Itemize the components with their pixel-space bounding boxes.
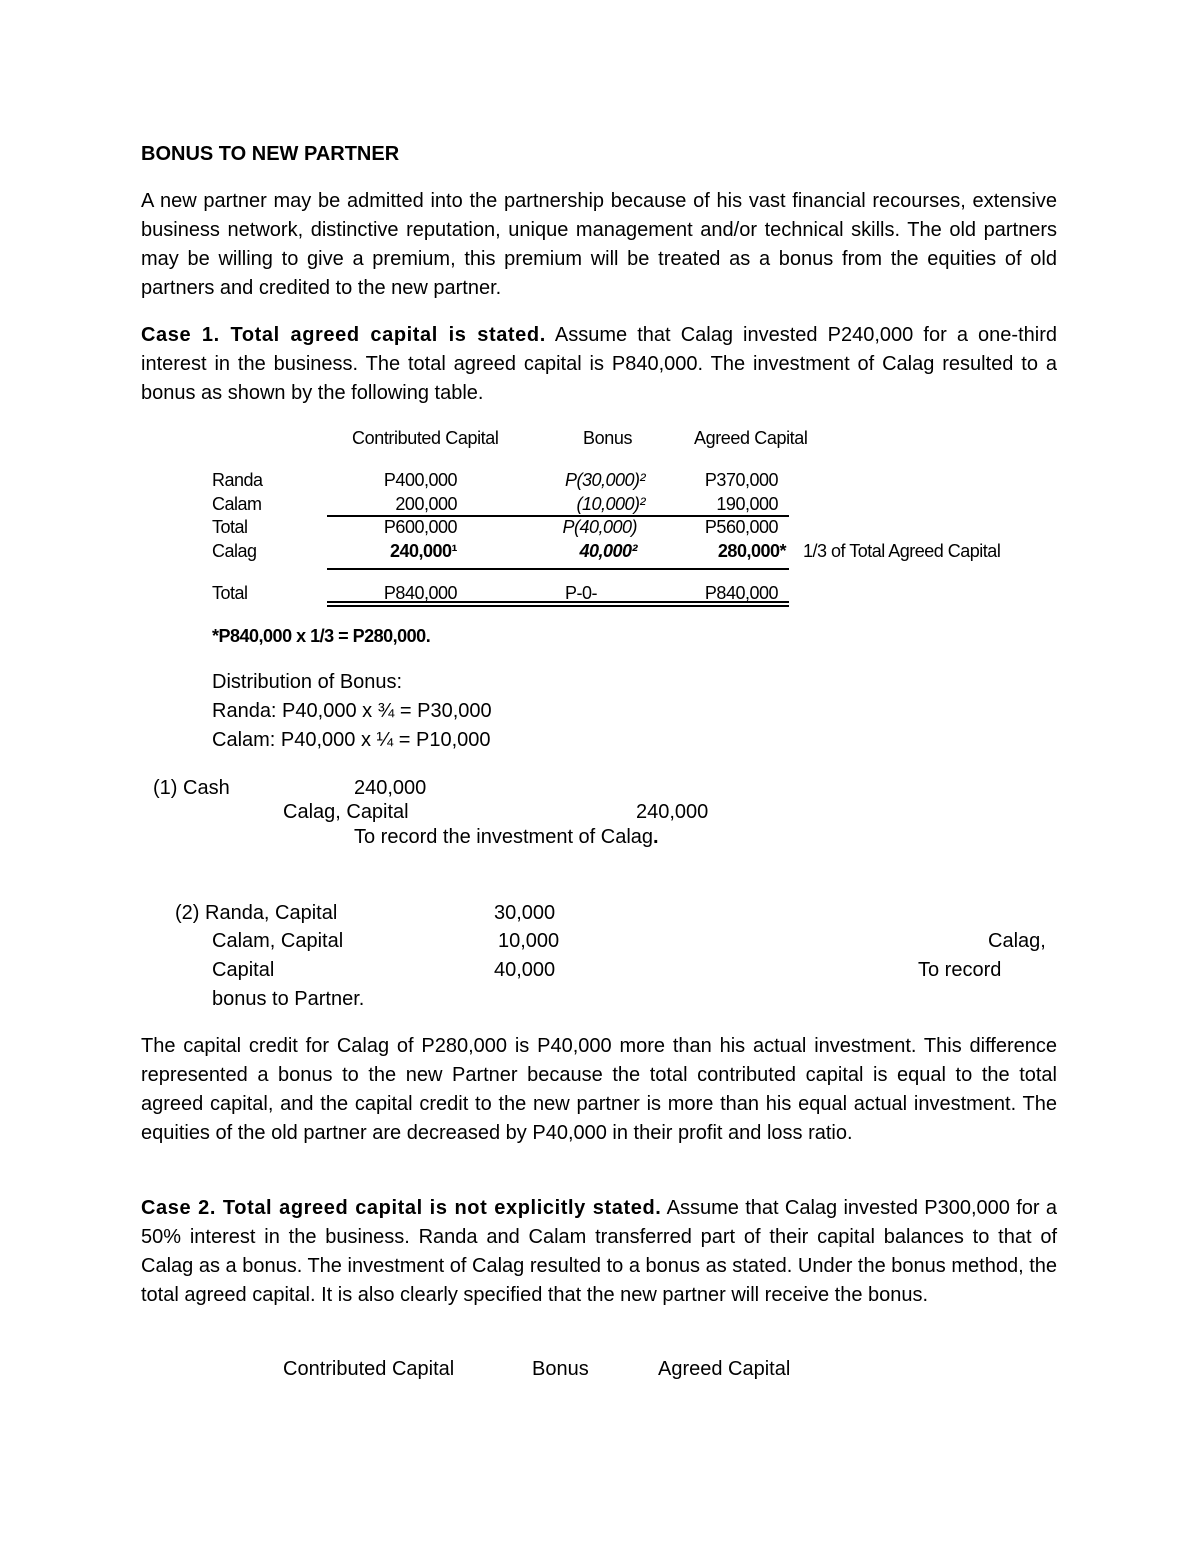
t1-cell-agreed: 190,000 <box>716 494 778 514</box>
explanation-paragraph: The capital credit for Calag of P280,000 is P40,000 more than his actual investment. This difference represented a bonus to the new Partner because the total contributed capital is equal to the total agreed capital, and the capital credit to the new partner is more than his equal actual investment. The equities of the old partner are decreased by P40,000 in their profit and loss ratio. <box>141 1035 1057 1144</box>
t2-header-bonus: Bonus <box>532 1358 589 1380</box>
t1-row-label: Randa <box>212 470 263 490</box>
entry2-randa-amount: 30,000 <box>494 902 556 924</box>
entry1-memo-period: . <box>653 826 659 848</box>
t1-double-rule <box>327 601 789 607</box>
distribution-randa: Randa: P40,000 x ¾ = P30,000 <box>212 700 492 722</box>
entry2-calam-amount: 10,000 <box>498 930 560 952</box>
entry1-memo <box>354 826 659 849</box>
t1-row-note: 1/3 of Total Agreed Capital <box>803 541 1001 561</box>
entry2-capital-word: Capital <box>212 959 275 981</box>
entry2-calag-word: Calag, <box>988 930 1046 952</box>
t1-cell-bonus: 40,000² <box>579 541 637 561</box>
t1-cell-agreed: P560,000 <box>704 517 778 537</box>
t1-cell-bonus: P(30,000)² <box>564 470 645 490</box>
t1-cell-contributed: 240,000¹ <box>389 541 457 561</box>
entry2-calam-account: Calam, Capital <box>212 930 344 952</box>
t1-header-contributed: Contributed Capital <box>352 428 499 448</box>
entry1-debit-amount: 240,000 <box>354 777 427 799</box>
case1-text: Assume that Calag invested P240,000 for a one-third interest in the business. The total agreed capital is P840,000. The investment of Calag resulted to a bonus as shown by the following table. <box>141 324 1057 404</box>
t1-row-label: Total <box>212 517 248 537</box>
entry1-debit-account: (1) Cash <box>153 777 230 799</box>
t1-cell-agreed: 280,000* <box>717 541 786 561</box>
entry2-to-record: To record <box>918 959 1002 981</box>
case2-text: Assume that Calag invested P300,000 for a 50% interest in the business. Randa and Calam transferred part of their capital balances to that of Calag as a bonus. The investment of Calag resulted to a bonus as stated. Under the bonus method, the total agreed capital. It is also clearly specified that the new partner will receive the bonus. <box>141 1197 1057 1306</box>
t1-header-agreed: Agreed Capital <box>694 428 808 448</box>
t1-row-label: Total <box>212 583 248 603</box>
t2-header-agreed: Agreed Capital <box>658 1358 791 1380</box>
entry1-memo-text: To record the investment of Calag <box>354 826 654 848</box>
entry1-credit-account: Calag, Capital <box>283 801 409 823</box>
t1-cell-contributed: 200,000 <box>395 494 457 514</box>
t1-row-label: Calag <box>212 541 257 561</box>
entry2-calag-amount: 40,000 <box>494 959 556 981</box>
entry2-bonus-line: bonus to Partner. <box>212 988 365 1010</box>
entry2-randa-account: (2) Randa, Capital <box>175 902 338 924</box>
distribution-heading: Distribution of Bonus: <box>212 671 403 693</box>
distribution-calam: Calam: P40,000 x ¼ = P10,000 <box>212 729 491 751</box>
intro-paragraph: A new partner may be admitted into the partnership because of his vast financial recourses, extensive business network, distinctive reputation, unique management and/or technical skills. The old partners may be willing to give a premium, this premium will be treated as a bonus from the equities of old partners and credited to the new partner. <box>141 190 1057 299</box>
t1-cell-agreed: P370,000 <box>704 470 778 490</box>
t1-cell-contributed: P400,000 <box>383 470 457 490</box>
case1-paragraph <box>141 321 1057 408</box>
case1-heading: Case 1. Total agreed capital is stated. <box>141 324 546 346</box>
t1-row-label: Calam <box>212 494 262 514</box>
t1-total-rule <box>327 568 789 570</box>
page-title: BONUS TO NEW PARTNER <box>141 143 400 165</box>
t2-header-contributed: Contributed Capital <box>283 1358 455 1380</box>
t1-cell-bonus: P(40,000) <box>562 517 637 537</box>
t1-header-bonus: Bonus <box>583 428 633 448</box>
t1-cell-contributed: P840,000 <box>383 583 457 603</box>
t1-cell-bonus: P-0- <box>565 583 598 603</box>
entry1-credit-amount: 240,000 <box>636 801 709 823</box>
t1-cell-bonus: (10,000)² <box>576 494 645 514</box>
case2-heading: Case 2. Total agreed capital is not explicitly stated. <box>141 1197 662 1219</box>
t1-cell-agreed: P840,000 <box>704 583 778 603</box>
case2-paragraph <box>141 1194 1057 1310</box>
t1-footnote: *P840,000 x 1/3 = P280,000. <box>212 626 431 646</box>
t1-cell-contributed: P600,000 <box>383 517 457 537</box>
